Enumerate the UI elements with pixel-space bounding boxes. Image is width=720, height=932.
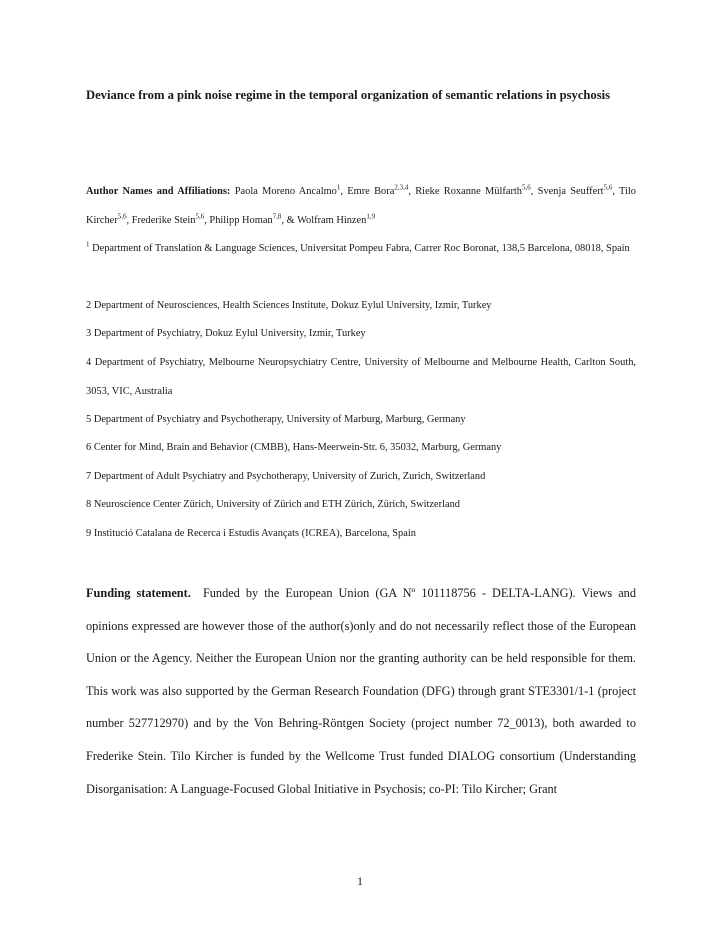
author-separator: , — [408, 186, 416, 197]
affiliation-2-text: Department of Neurosciences, Health Sciences Institute, Dokuz Eylul University, Izmir, Turkey — [93, 300, 492, 311]
affiliation-1-number: 1 — [86, 240, 90, 249]
affiliation-4-number: 4 — [86, 357, 92, 368]
author-name: Svenja Seuffert — [537, 186, 604, 197]
affiliation-2 — [86, 292, 636, 321]
affiliation-6-number: 6 — [86, 442, 92, 453]
affiliation-9-text: Institució Catalana de Recerca i Estudis Avançats (ICREA), Barcelona, Spain — [93, 528, 416, 539]
affiliation-1 — [86, 235, 636, 264]
affiliation-4-text: Department of Psychiatry, Melbourne Neuropsychiatry Centre, University of Melbourne and Melbourne Health, Carlton South, 3053, VIC, Australia — [86, 357, 636, 397]
author-affiliation-marker: 7,8 — [272, 212, 282, 221]
author-affiliation-marker: 2,3,4 — [394, 183, 409, 192]
paper-title: Deviance from a pink noise regime in the temporal organization of semantic relations in psychosis — [86, 88, 611, 102]
author-name: Philipp Homan — [209, 214, 273, 226]
affiliation-9 — [86, 520, 636, 549]
author-affiliation-marker: 5,6 — [195, 212, 205, 221]
author-affiliation-marker: 1,9 — [366, 212, 376, 221]
funding-text: Funded by the European Union (GA Nº 101118756 - DELTA-LANG). Views and opinions expressed are however those of the author(s)only and do not necessarily reflect those of the European Union or the Agency. Neither the European Union nor the granting authority can be held responsible for them. This work was also supported by the German Research Foundation (DFG) through grant STE3301/1-1 (project number 527712970) and by the Von Behring-Röntgen Society (project number 72_0013), both awarded to Frederike Stein. Tilo Kircher is funded by the Wellcome Trust funded DIALOG consortium (Understanding Disorganisation: A Language-Focused Global Initiative in Psychosis; co-PI: Tilo Kircher; Grant — [86, 586, 636, 796]
affiliation-5-text: Department of Psychiatry and Psychotherapy, University of Marburg, Marburg, Germany — [93, 414, 466, 425]
author-block — [86, 178, 636, 235]
affiliation-8 — [86, 491, 636, 520]
funding-statement — [86, 577, 636, 805]
author-affiliation-marker: 5,6 — [522, 183, 531, 192]
author-name: Frederike Stein — [131, 214, 196, 226]
author-affiliation-marker: 5,6 — [603, 183, 613, 192]
affiliation-9-number: 9 — [86, 528, 92, 539]
author-affiliation-marker: 5,6 — [117, 212, 127, 221]
author-separator: , — [530, 186, 538, 197]
author-separator: , — [612, 186, 620, 197]
author-name: Paola Moreno Ancalmo — [234, 186, 337, 197]
affiliation-7-number: 7 — [86, 471, 92, 482]
author-name: Wolfram Hinzen — [297, 214, 367, 226]
affiliation-5-number: 5 — [86, 414, 92, 425]
affiliation-8-number: 8 — [86, 499, 92, 510]
affiliation-5 — [86, 406, 636, 435]
affiliation-4 — [86, 349, 636, 406]
funding-heading: Funding statement. — [86, 586, 191, 600]
affiliation-3-text: Department of Psychiatry, Dokuz Eylul University, Izmir, Turkey — [93, 328, 366, 339]
affiliation-7 — [86, 463, 636, 492]
affiliation-8-text: Neuroscience Center Zürich, University of Zürich and ETH Zürich, Zürich, Switzerland — [93, 499, 460, 510]
affiliation-1-text: Department of Translation & Language Sciences, Universitat Pompeu Fabra, Carrer Roc Boronat, 138,5 Barcelona, 08018, Spain — [92, 243, 630, 254]
author-separator: , & — [281, 214, 298, 226]
affiliation-3 — [86, 320, 636, 349]
affiliation-7-text: Department of Adult Psychiatry and Psychotherapy, University of Zurich, Zurich, Switzerland — [93, 471, 486, 482]
author-name: Rieke Roxanne Mülfarth — [415, 186, 522, 197]
authors-label: Author Names and Affiliations: — [86, 186, 231, 197]
author-name: Emre Bora — [347, 186, 395, 197]
affiliation-2-number: 2 — [86, 300, 92, 311]
author-separator: , — [340, 186, 348, 197]
affiliation-6-text: Center for Mind, Brain and Behavior (CMBB), Hans-Meerwein-Str. 6, 35032, Marburg, Germany — [93, 442, 502, 453]
author-separator: , — [204, 214, 210, 226]
affiliation-3-number: 3 — [86, 328, 92, 339]
affiliation-6 — [86, 434, 636, 463]
author-affiliation-marker: 1 — [336, 183, 341, 192]
author-name: Tilo Kircher — [86, 186, 636, 226]
author-separator: , — [126, 214, 132, 226]
page-number: 1 — [357, 874, 363, 888]
